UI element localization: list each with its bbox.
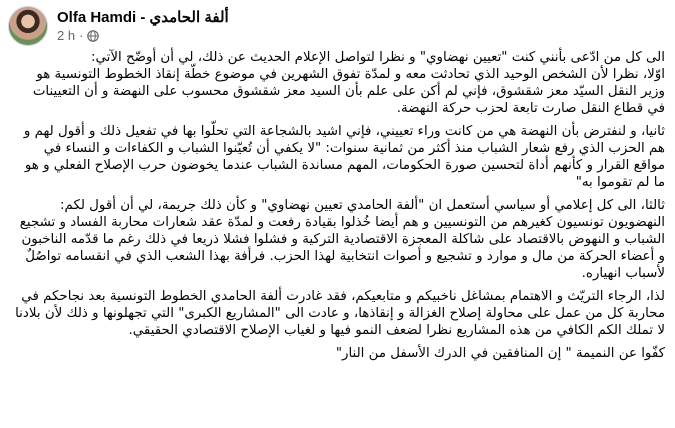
- post-meta: [57, 9, 229, 44]
- post-paragraph-2: ثانيا، و لنفترض بأن النهضة هي من كانت وراء تعييني، فإني اشيد بالشجاعة التي تحلّوا بها في تفعيل ذلك و أقول لهم و هم الحزب الذي رفع شعار الشباب منذ أكثر من ثمانية سنوات: "لا يكفي أن تُعيّنوا الشباب و الكفاءات و النساء في مواقع القرار و كأنهم أداة لتحسين صورة الحكومات، المهم مساندة الشباب عندما يخوضون حرب الإصلاح الفعلي و هو ما لم تقوموا به": [23, 124, 665, 190]
- post-paragraph-5: كفّوا عن النميمة " إن المنافقين في الدرك الأسفل من النار": [335, 346, 665, 361]
- post-paragraph-3: ثالثا، الى كل إعلامي أو سياسي أستعمل ان "ألفة الحامدي تعيين نهضاوي" و كأن ذلك جريمة، لي أن أقول لكم: النهضويون تونسيون كغيرهم من التونسيين و هم أيضا خُذلوا بقيادة رفعت و لمدّة عقد شعارات محاربة الفساد و تشجيع الشباب و النهوض بالاقتصاد على شاكلة المعجزة الاقتصادية التركية و فشلوا فشلا ذريعا في ذلك رغم ما قدّمه الناخبون و أعضاء الحركة من مال و موارد و تشجيع و أصوات انتخابية لهذا الحزب. فرأفة بهذا الشعب الذي في انقسامه تواصُلٌ لأسباب انهياره.: [19, 198, 665, 281]
- post-sub-meta: [57, 28, 229, 44]
- author-name[interactable]: Olfa Hamdi - ألفة الحامدي: [57, 8, 229, 26]
- post-header: [8, 4, 667, 48]
- post-timestamp[interactable]: 2 h: [57, 27, 76, 43]
- post-paragraph-4: لذا، الرجاء التريّث و الاهتمام بمشاغل ناخبيكم و متابعيكم، فقد غادرت ألفة الحامدي الخطوط التونسية بعد نجاحكم في محاربة كل من عمل على محاولة إصلاح الغزالة و إنقاذها، و عادت الى "المشاريع الكبرى" التي تجهلونها و ذلك لأن بلادنا لا تملك الكم الكافي من هذه المشاريع نظرا لضعف النمو فيها و لغياب الإصلاح الاقتصادي الحقيقي.: [15, 289, 665, 338]
- author-avatar[interactable]: [8, 6, 48, 46]
- globe-icon[interactable]: [87, 30, 99, 42]
- post-paragraph-1: الى كل من ادّعى بأنني كنت "تعيين نهضاوي" و نظرا لتواصل الإعلام الحديث عن ذلك، لي أن أوضّح الآتي: اوّلا، نظرا لأن الشخص الوحيد الذي تحادثت معه و لمدّة تفوق الشهرين في موضوع خطّة إنقاذ الخطوط التونسية هو وزير النقل السيّد معز شقشوق، فإني لم أكن على علم بأن السيد معز شقشوق محسوب على النهضة و أن التعيينات في قطاع النقل صارت تابعة لحزب حركة النهضة.: [32, 50, 665, 116]
- meta-separator: ·: [79, 27, 84, 43]
- post-body: [8, 49, 667, 362]
